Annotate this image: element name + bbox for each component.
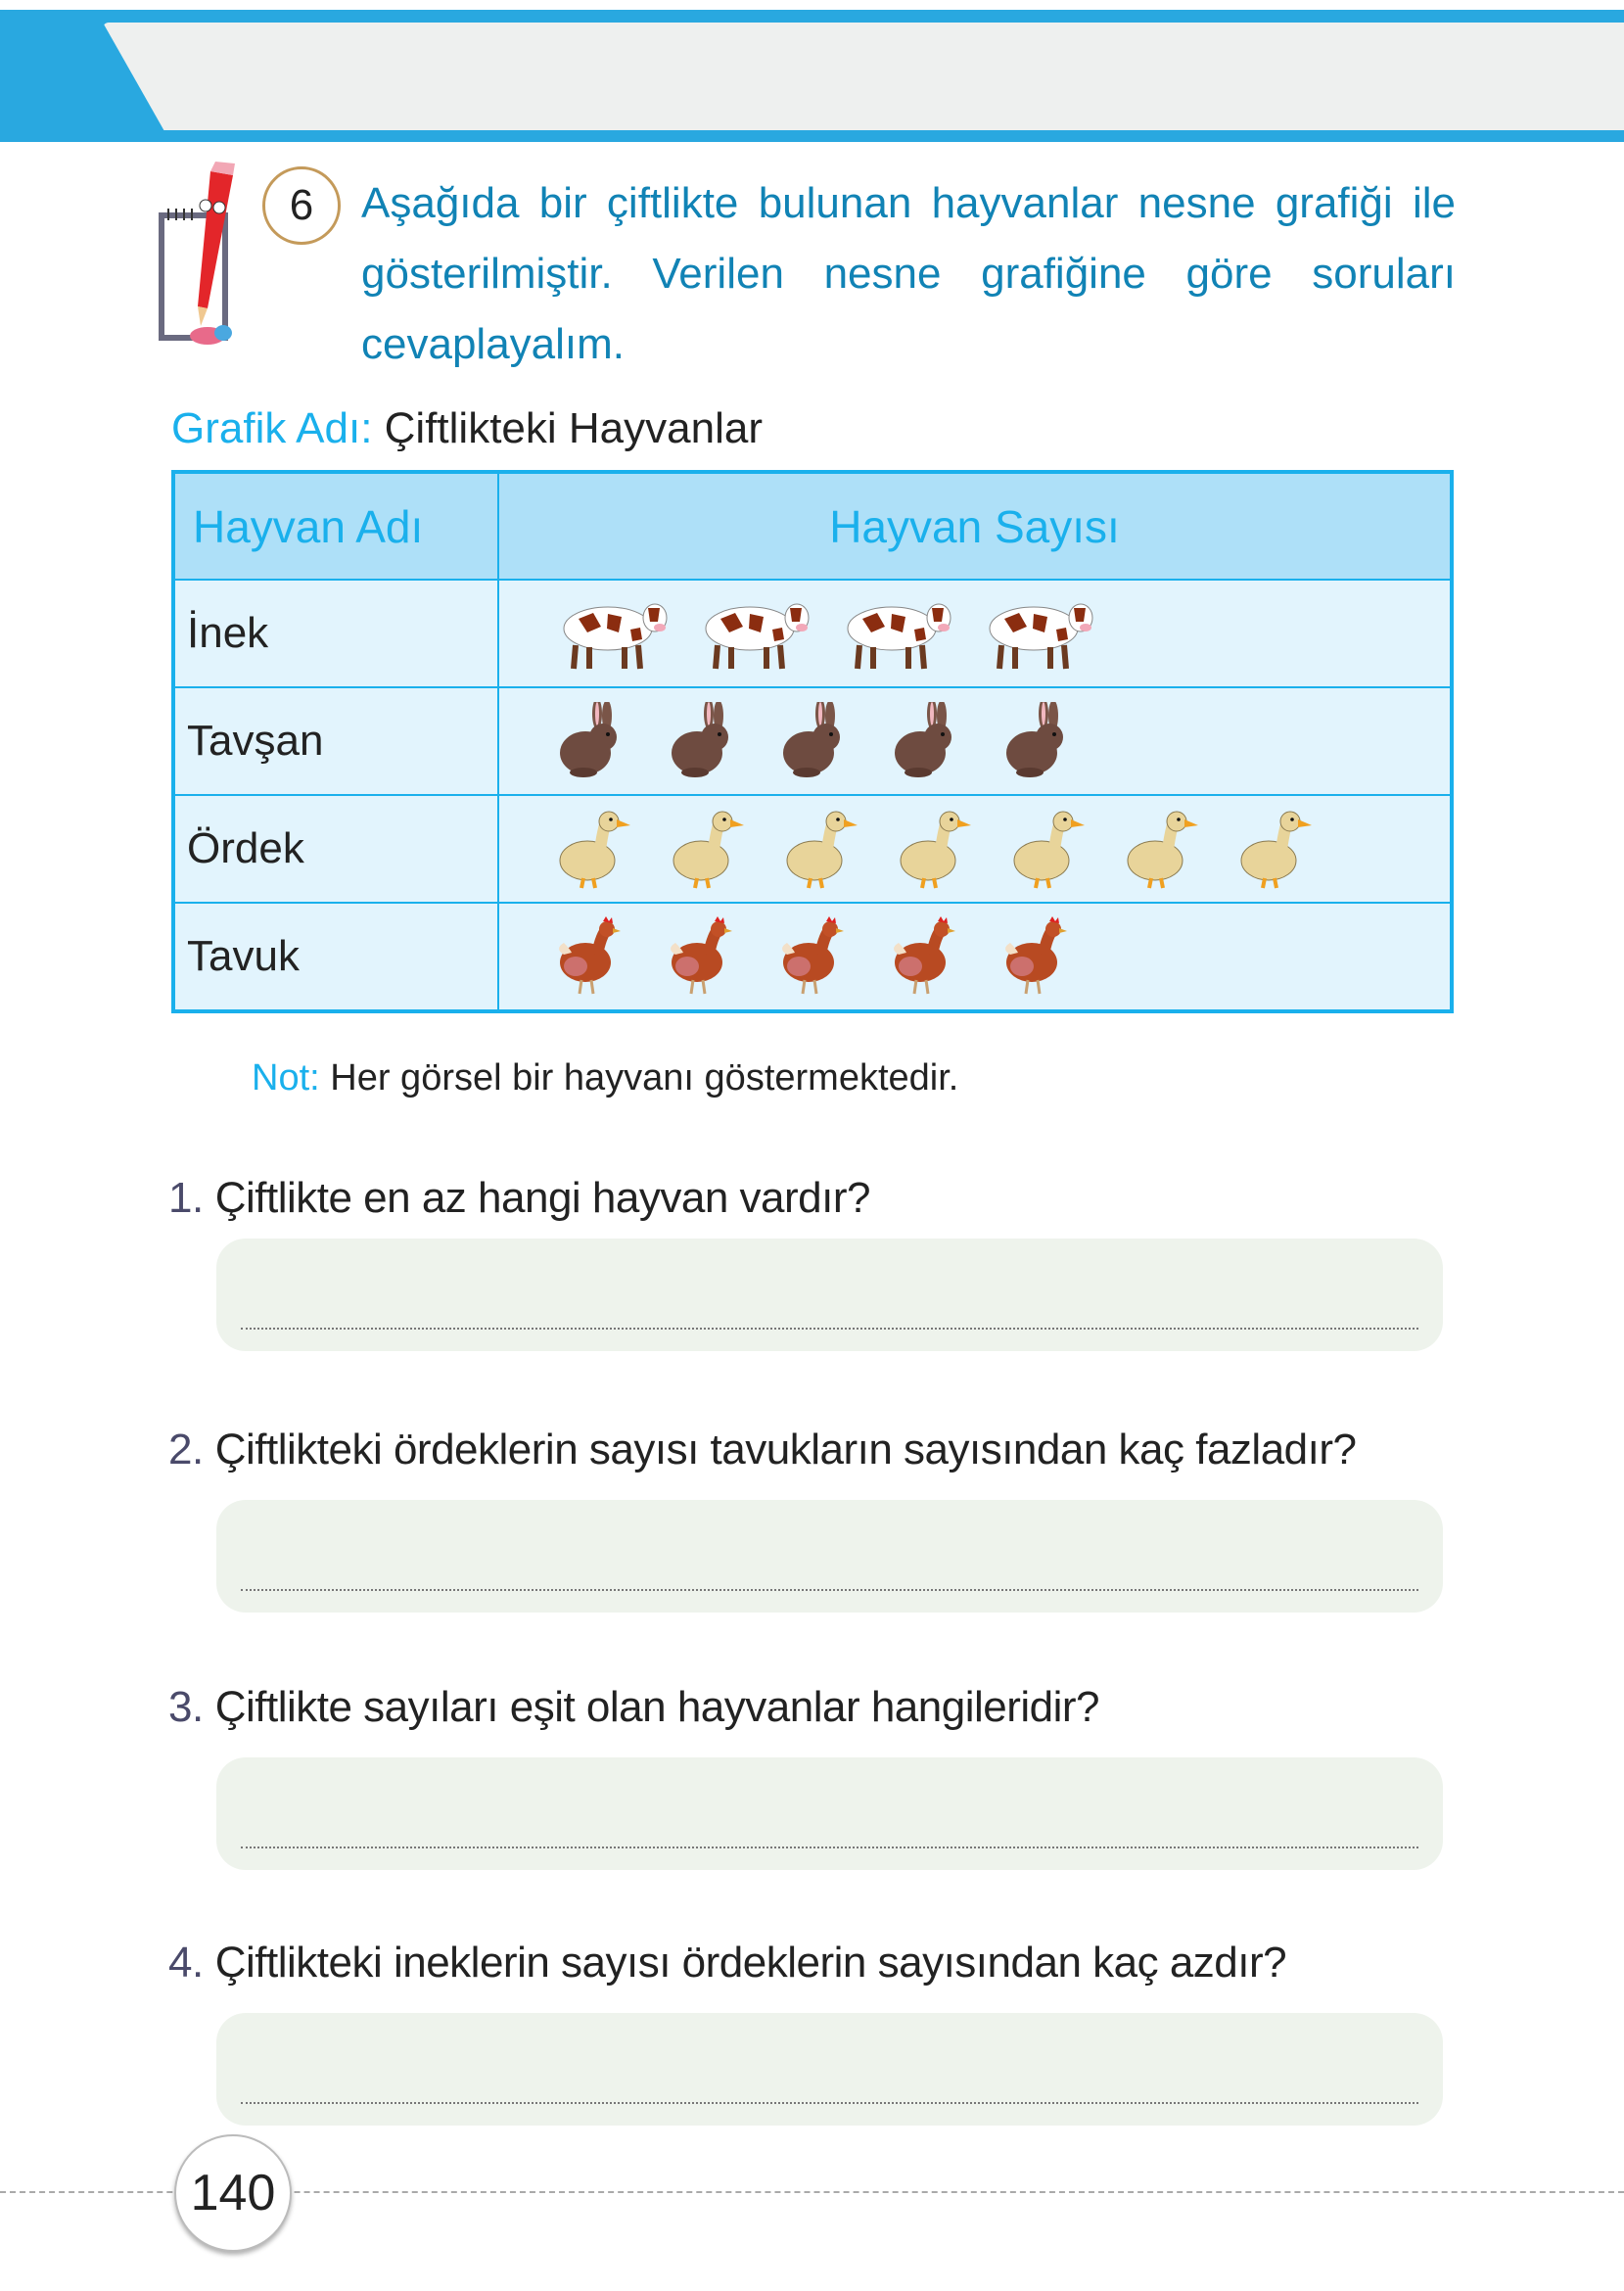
- page-number: 140: [174, 2134, 292, 2252]
- answer-field-3[interactable]: [216, 1757, 1443, 1870]
- animal-count-cell: [498, 903, 1452, 1011]
- cow-icon: [838, 594, 955, 673]
- duck-icon: [1235, 808, 1314, 890]
- answer-line: [241, 1847, 1418, 1848]
- duck-icon: [554, 808, 632, 890]
- animal-name: Tavuk: [173, 903, 498, 1011]
- rabbit-icon: [889, 702, 959, 780]
- graph-title-value: Çiftlikteki Hayvanlar: [384, 404, 763, 452]
- animal-name: İnek: [173, 580, 498, 687]
- note: [252, 1057, 958, 1099]
- answer-field-4[interactable]: [216, 2013, 1443, 2126]
- pencil-notebook-icon: [157, 162, 259, 352]
- answer-field-2[interactable]: [216, 1500, 1443, 1613]
- graph-title: [171, 401, 763, 456]
- duck-icon: [781, 808, 859, 890]
- table-row: [173, 687, 1452, 795]
- question-number: 3.: [168, 1683, 204, 1731]
- answer-line: [241, 2102, 1418, 2104]
- rabbit-icon: [1000, 702, 1071, 780]
- rabbit-icon: [666, 702, 736, 780]
- cow-icon: [696, 594, 813, 673]
- duck-icon: [1122, 808, 1200, 890]
- chicken-icon: [666, 915, 736, 998]
- chicken-icon: [1000, 915, 1071, 998]
- header-animal-name: Hayvan Adı: [173, 472, 498, 580]
- question-text: Çiftlikteki ördeklerin sayısı tavukların sayısından kaç fazladır?: [214, 1426, 1357, 1473]
- rabbit-icon: [777, 702, 848, 780]
- exercise-number: 6: [262, 166, 341, 245]
- header-animal-count: Hayvan Sayısı: [498, 472, 1452, 580]
- rabbit-icon: [554, 702, 625, 780]
- note-text: Her görsel bir hayvanı göstermektedir.: [330, 1057, 959, 1099]
- note-label: Not:: [252, 1057, 320, 1099]
- table-row: [173, 580, 1452, 687]
- icon-row: [500, 915, 1449, 998]
- animal-name: Tavşan: [173, 687, 498, 795]
- answer-line: [241, 1328, 1418, 1330]
- graph-title-label: Grafik Adı:: [171, 404, 373, 452]
- icon-row: [500, 594, 1449, 673]
- chicken-icon: [554, 915, 625, 998]
- question-1: [168, 1171, 870, 1226]
- icon-row: [500, 702, 1449, 780]
- question-2: [168, 1423, 1357, 1477]
- question-text: Çiftlikteki ineklerin sayısı ördeklerin sayısından kaç azdır?: [214, 1939, 1287, 1987]
- table-row: [173, 903, 1452, 1011]
- question-4: [168, 1936, 1286, 1990]
- chicken-icon: [777, 915, 848, 998]
- pictograph-table: [171, 470, 1454, 1013]
- exercise-intro: Aşağıda bir çiftlikte bulunan hayvanlar nesne grafiği ile gösterilmiştir. Verilen nesne grafiğine göre soruları cevaplayalım.: [361, 179, 1456, 368]
- icon-row: [500, 808, 1449, 890]
- cow-icon: [554, 594, 672, 673]
- question-text: Çiftlikte sayıları eşit olan hayvanlar hangileridir?: [214, 1683, 1100, 1731]
- animal-count-cell: [498, 687, 1452, 795]
- question-number: 2.: [168, 1426, 204, 1473]
- question-text: Çiftlikte en az hangi hayvan vardır?: [214, 1174, 870, 1222]
- cow-icon: [980, 594, 1097, 673]
- duck-icon: [895, 808, 973, 890]
- animal-count-cell: [498, 795, 1452, 903]
- answer-line: [241, 1589, 1418, 1591]
- header-panel: [103, 23, 1624, 130]
- table-row: [173, 795, 1452, 903]
- question-number: 4.: [168, 1939, 204, 1987]
- chicken-icon: [889, 915, 959, 998]
- duck-icon: [1008, 808, 1087, 890]
- question-3: [168, 1680, 1099, 1735]
- answer-field-1[interactable]: [216, 1239, 1443, 1351]
- animal-count-cell: [498, 580, 1452, 687]
- animal-name: Ördek: [173, 795, 498, 903]
- question-number: 1.: [168, 1174, 204, 1222]
- duck-icon: [668, 808, 746, 890]
